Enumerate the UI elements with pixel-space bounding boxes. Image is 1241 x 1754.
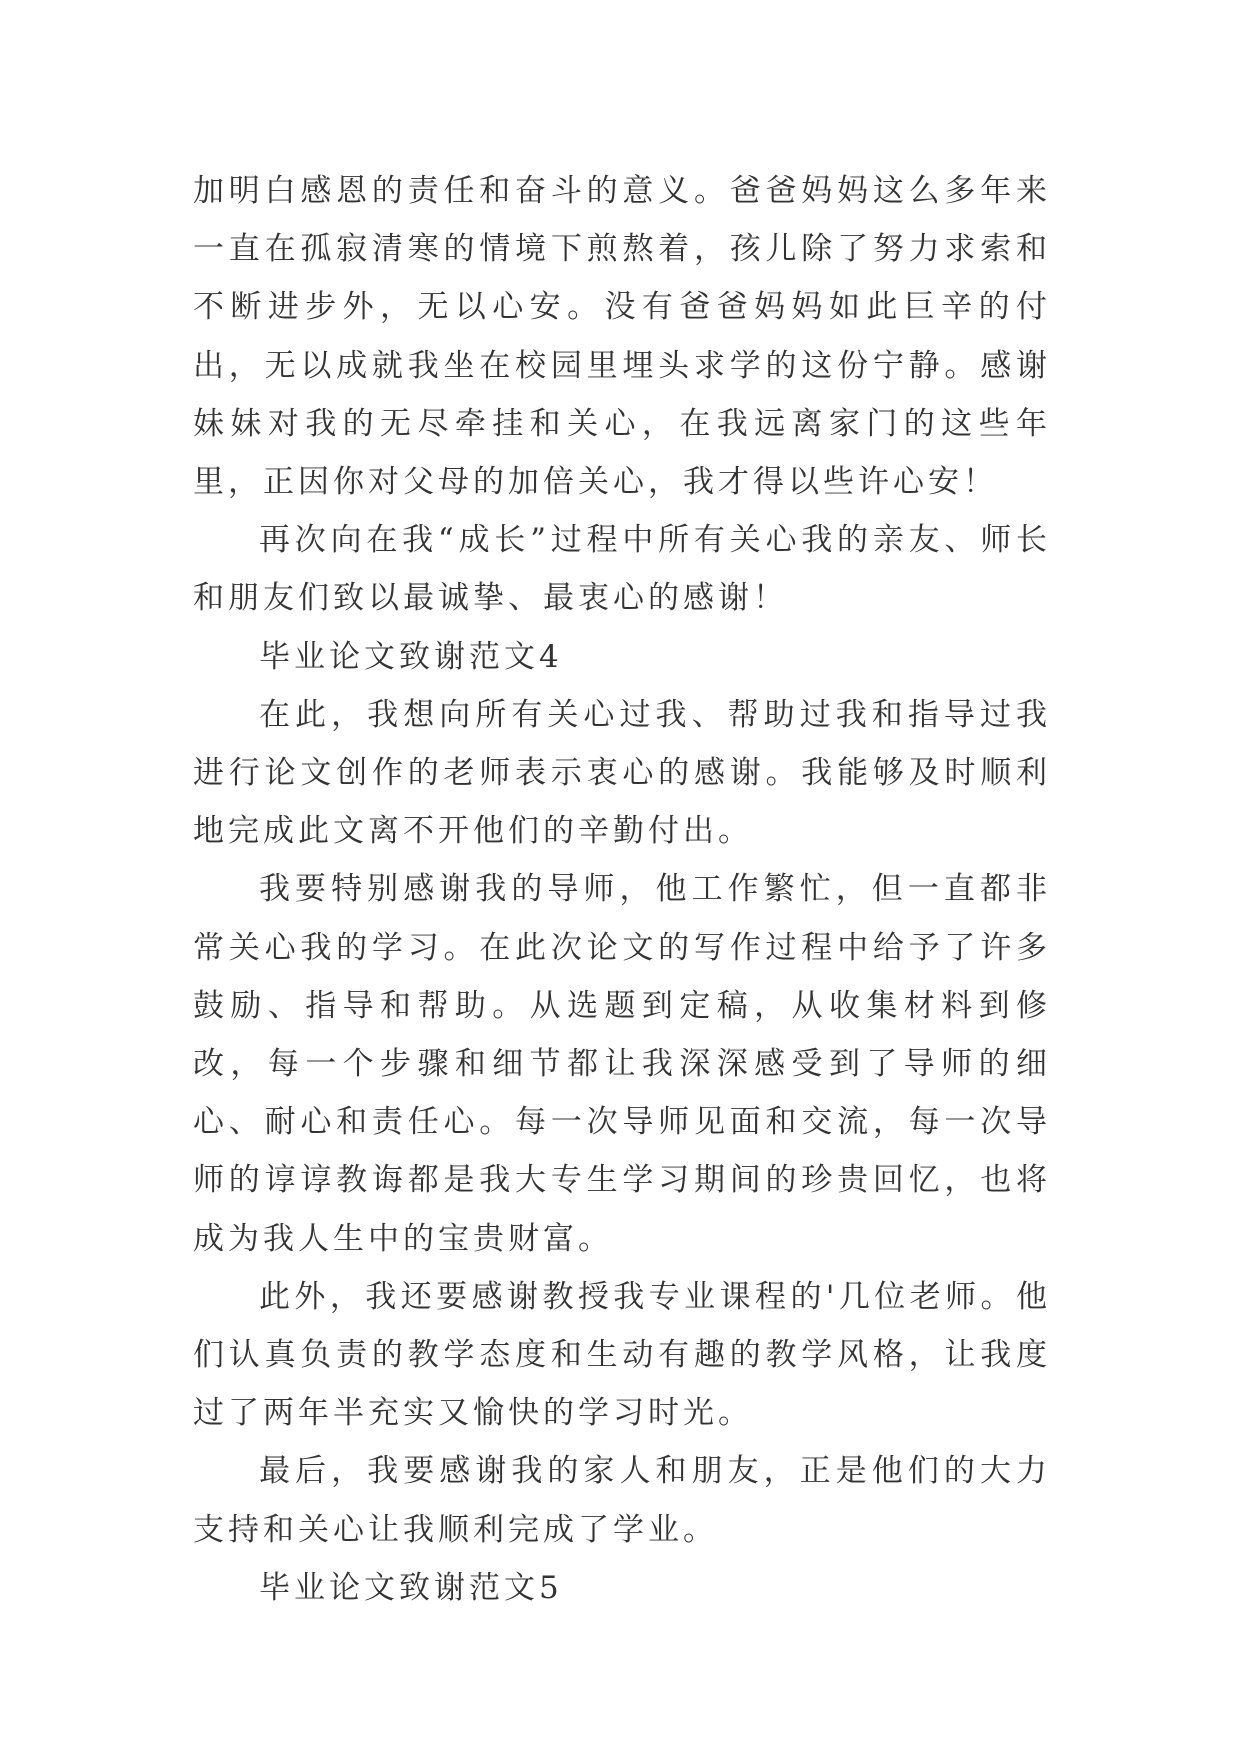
paragraph-thanks-closing: 再次向在我“成长”过程中所有关心我的亲友、师长和朋友们致以最诚挚、最衷心的感谢！: [193, 522, 1051, 617]
section-heading-5: 毕业论文致谢范文5: [259, 1569, 563, 1606]
paragraph-advisor: 我要特别感谢我的导师，他工作繁忙，但一直都非常关心我的学习。在此次论文的写作过程中给予了许多鼓励、指导和帮助。从选题到定稿，从收集材料到修改，每一个步骤和细节都让我深深感受到了导师的细心、耐心和责任心。每一次导师见面和交流，每一次导师的谆谆教诲都是我大专生学习期间的珍贵回忆，也将成为我人生中的宝贵财富。: [193, 871, 1051, 1257]
section-heading-4: 毕业论文致谢范文4: [259, 638, 563, 675]
paragraph-family: 最后，我要感谢我的家人和朋友，正是他们的大力支持和关心让我顺利完成了学业。: [193, 1453, 1051, 1548]
paragraph-teachers: 此外，我还要感谢教授我专业课程的'几位老师。他们认真负责的教学态度和生动有趣的教学风格，让我度过了两年半充实又愉快的学习时光。: [193, 1278, 1051, 1432]
paragraph-intro: 在此，我想向所有关心过我、帮助过我和指导过我进行论文创作的老师表示衷心的感谢。我能够及时顺利地完成此文离不开他们的辛勤付出。: [193, 696, 1051, 850]
paragraph-continuation: 加明白感恩的责任和奋斗的意义。爸爸妈妈这么多年来一直在孤寂清寒的情境下煎熬着，孩儿除了努力求索和不断进步外，无以心安。没有爸爸妈妈如此巨辛的付出，无以成就我坐在校园里埋头求学的这份宁静。感谢妹妹对我的无尽牵挂和关心，在我远离家门的这些年里，正因你对父母的加倍关心，我才得以些许心安！: [193, 173, 1051, 501]
document-body: [193, 162, 1051, 1617]
